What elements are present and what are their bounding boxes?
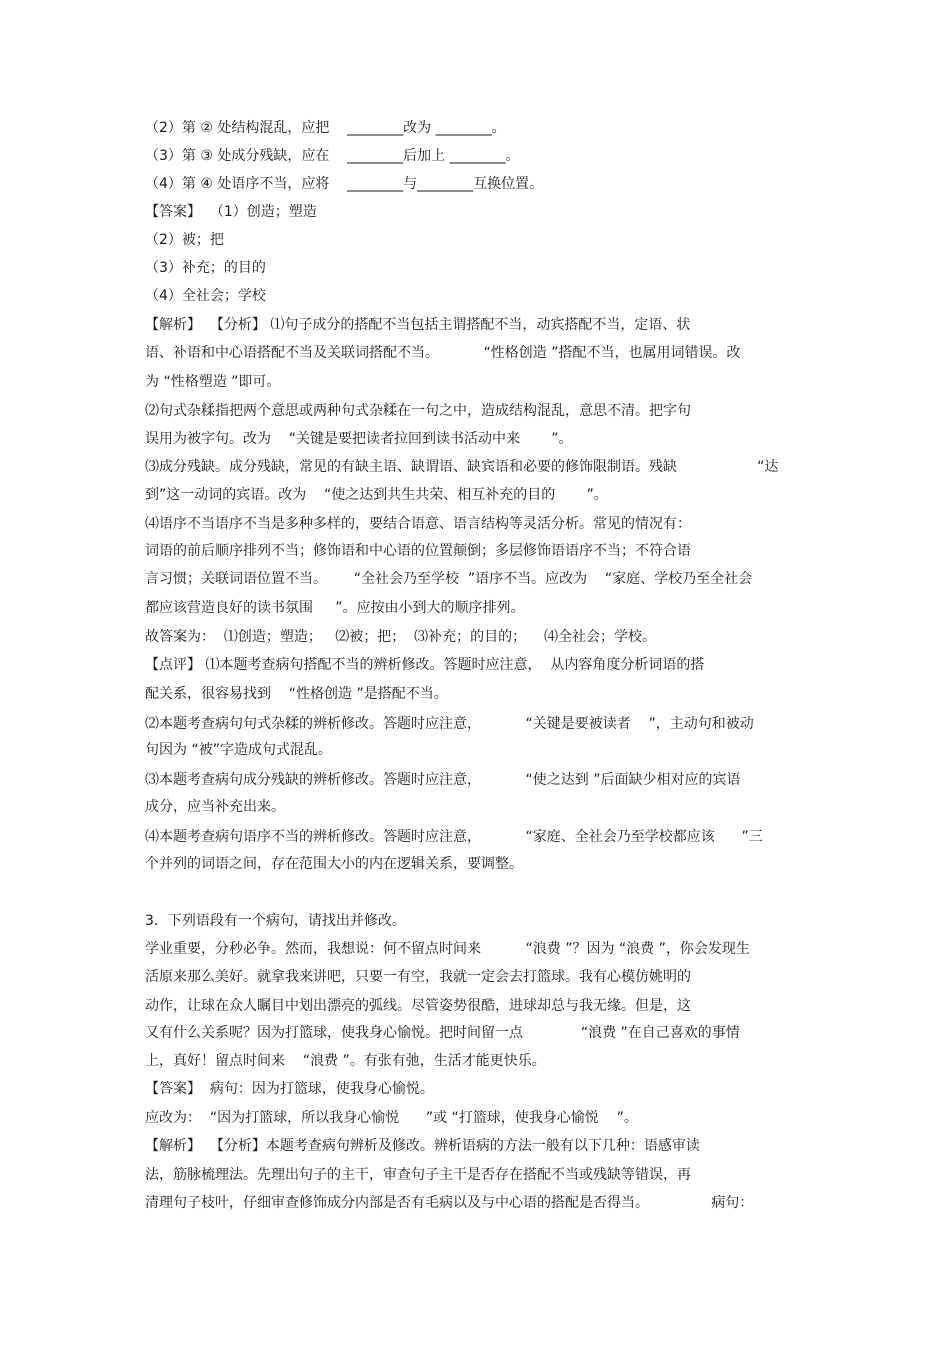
text-line: 到”这一动词的宾语。改为 “使之达到共生共荣、相互补充的目的 ”。 — [145, 487, 608, 503]
text-line: 配关系，很容易找到 “性格创造 ”是搭配不当。 — [145, 686, 448, 702]
text-line: 为 “性格塑造 ”即可。 — [145, 374, 281, 390]
text-line: ⑶本题考查病句成分残缺的辨析修改。答题时应注意， “使之达到 ”后面缺少相对应的宾语 — [145, 772, 741, 788]
text-line: 词语的前后顺序排列不当；修饰语和中心语的位置颠倒；多层修饰语语序不当；不符合语 — [145, 543, 691, 559]
text-line: ⑷语序不当语序不当是多种多样的，要结合语意、语言结构等灵活分析。常见的情况有： — [145, 516, 691, 532]
text-line: 活原来那么美好。就拿我来讲吧，只要一有空，我就一定会去打篮球。我有心模仿姚明的 — [145, 969, 691, 985]
text-line: ⑶成分残缺。成分残缺，常见的有缺主语、缺谓语、缺宾语和必要的修饰限制语。残缺 “达 — [145, 459, 779, 475]
question-title: 3．下列语段有一个病句，请找出并修改。 — [145, 913, 406, 929]
text-line: （2）第 ② 处结构混乱，应把 ________改为 ________。 — [145, 120, 506, 136]
text-line: 误用为被字句。改为 “关键是要把读者拉回到读书活动中来 ”。 — [145, 431, 573, 447]
text-line: 【答案】 （1）创造；塑造 — [145, 204, 317, 220]
text-line: ⑷本题考查病句语序不当的辨析修改。答题时应注意， “家庭、全社会乃至学校都应该 ”三 — [145, 829, 763, 845]
text-line: 句因为 “被”字造成句式混乱。 — [145, 742, 332, 758]
text-line: 又有什么关系呢？因为打篮球，使我身心愉悦。把时间留一点 “浪费 ”在自己喜欢的事情 — [145, 1025, 740, 1041]
text-line: 语、补语和中心语搭配不当及关联词搭配不当。 “性格创造 ”搭配不当，也属用词错误。改 — [145, 345, 741, 361]
text-line: 【答案】 病句：因为打篮球，使我身心愉悦。 — [145, 1081, 434, 1097]
text-line: 法，筋脉梳理法。先理出句子的主干，审查句子主干是否存在搭配不当或残缺等错误，再 — [145, 1167, 691, 1183]
text-line: （4）第 ④ 处语序不当，应将 ________与________互换位置。 — [145, 176, 544, 192]
text-line: 动作，让球在众人瞩目中划出漂亮的弧线。尽管姿势很酷，进球却总与我无缘。但是，这 — [145, 998, 691, 1014]
text-line: 成分，应当补充出来。 — [145, 799, 285, 815]
text-line: 清理句子枝叶，仔细审查修饰成分内部是否有毛病以及与中心语的搭配是否得当。 病句： — [145, 1195, 754, 1211]
text-line: 应改为： “因为打篮球，所以我身心愉悦 ”或 “打篮球，使我身心愉悦 ”。 — [145, 1110, 638, 1126]
text-line: ⑵本题考查病句句式杂糅的辨析修改。答题时应注意， “关键是要被读者 ”，主动句和被动 — [145, 716, 754, 732]
text-line: 学业重要，分秒必争。然而，我想说：何不留点时间来 “浪费 ”？因为 “浪费 ”，你会发现生 — [145, 941, 750, 957]
text-line: 个并列的词语之间，存在范围大小的内在逻辑关系，要调整。 — [145, 856, 523, 872]
text-line: 都应该营造良好的读书氛围 ”。应按由小到大的顺序排列。 — [145, 600, 525, 616]
text-line: （3）第 ③ 处成分残缺，应在 ________后加上 ________。 — [145, 148, 520, 164]
text-line: 【点评】 ⑴本题考查病句搭配不当的辨析修改。答题时应注意， 从内容角度分析词语的搭 — [145, 657, 705, 673]
text-line: 故答案为： ⑴创造；塑造； ⑵被；把； ⑶补充；的目的； ⑷全社会；学校。 — [145, 629, 656, 645]
text-line: （2）被；把 — [145, 232, 224, 248]
text-line: ⑵句式杂糅指把两个意思或两种句式杂糅在一句之中，造成结构混乱，意思不清。把字句 — [145, 403, 691, 419]
text-line: 上，真好！留点时间来 “浪费 ”。有张有弛，生活才能更快乐。 — [145, 1053, 546, 1069]
text-line: 言习惯；关联词语位置不当。 “全社会乃至学校 ”语序不当。应改为 “家庭、学校乃至全社会 — [145, 571, 753, 587]
text-line: （3）补充；的目的 — [145, 260, 266, 276]
text-line: （4）全社会；学校 — [145, 288, 266, 304]
text-line: 【解析】 【分析】 ⑴句子成分的搭配不当包括主谓搭配不当，动宾搭配不当，定语、状 — [145, 317, 691, 333]
text-line: 【解析】 【分析】本题考查病句辨析及修改。辨析语病的方法一般有以下几种：语感审读 — [145, 1138, 700, 1154]
